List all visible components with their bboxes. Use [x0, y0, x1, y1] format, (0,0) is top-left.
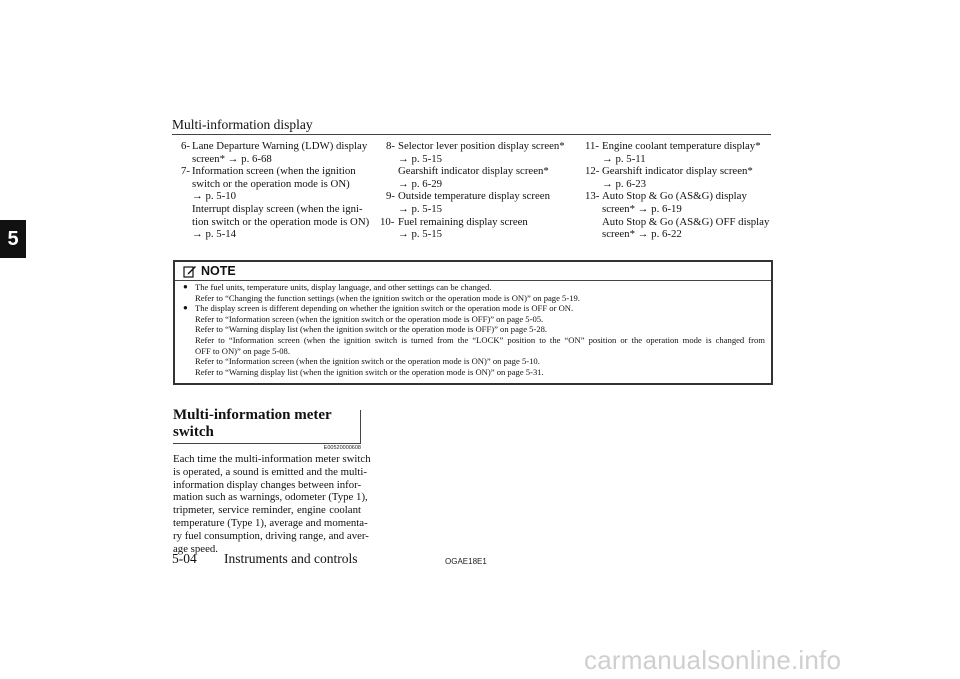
callout-number: 12- [585, 165, 600, 178]
callout-column-3 [585, 140, 769, 241]
note-pencil-icon [183, 264, 197, 278]
chapter-tab: 5 [0, 220, 26, 258]
callout-line: tion switch or the operation mode is ON) [192, 215, 370, 228]
callout-line: Fuel remaining display screen [398, 215, 528, 228]
callout-line: switch or the operation mode is ON) [192, 177, 350, 190]
callout-column-2 [382, 140, 565, 241]
note-text: Refer to “Information screen (when the ignition switch or the operation mode is ON)” on page 5-10. [195, 356, 540, 367]
header-rule [172, 134, 771, 135]
callout-item-9 [382, 190, 565, 215]
note-text: The display screen is different depending on whether the ignition switch or the operation mode is OFF or ON. [195, 303, 574, 314]
body-line: temperature (Type 1), average and momenta- [173, 516, 368, 529]
callout-item-12 [585, 165, 769, 190]
callout-line: → p. 5-11 [602, 152, 646, 165]
callout-line: → p. 5-10 [192, 190, 237, 203]
note-text: Refer to “Warning display list (when the ignition switch or the operation mode is ON)” on page 5-31. [195, 366, 544, 377]
callout-item-7 [181, 165, 369, 241]
callout-number: 6- [181, 140, 190, 152]
callout-line: → p. 5-14 [192, 228, 237, 241]
callout-number: 11- [585, 140, 599, 152]
callout-line: Interrupt display screen (when the igni- [192, 202, 363, 215]
note-text: Refer to “Information screen (when the ignition switch is turned from the “LOCK” position to the “ON” position or the operation mode is changed from [195, 334, 765, 345]
callout-line: → p. 6-23 [602, 177, 647, 190]
body-line: mation such as warnings, odometer (Type 1), [173, 491, 368, 504]
section-title-line: switch [173, 424, 214, 440]
note-text: Refer to “Changing the function settings (when the ignition switch or the operation mode is ON)” on page 5-19. [195, 292, 580, 303]
note-body [183, 282, 765, 377]
note-bullet [183, 282, 765, 303]
callout-line: Auto Stop & Go (AS&G) OFF display [602, 215, 770, 228]
callout-column-1 [181, 140, 369, 241]
callout-line: → p. 5-15 [398, 152, 443, 165]
bullet-icon: ● [183, 282, 188, 291]
body-line: is operated, a sound is emitted and the multi- [173, 465, 368, 478]
callout-number: 13- [585, 190, 600, 203]
callout-line: screen* → p. 6-22 [602, 228, 682, 241]
callout-line: Gearshift indicator display screen* [602, 165, 753, 178]
note-rule [175, 280, 771, 281]
note-bullet [183, 303, 765, 377]
callout-number: 9- [386, 190, 395, 203]
note-box [173, 260, 773, 385]
footer-page-number: 5-04 [172, 551, 197, 566]
note-text: Refer to “Warning display list (when the ignition switch or the operation mode is OFF)” on page 5-28. [195, 324, 548, 335]
body-line: Each time the multi-information meter switch [173, 453, 371, 465]
callout-line: Outside temperature display screen [398, 190, 550, 203]
body-line: tripmeter, service reminder, engine coolant [173, 504, 361, 517]
section-title [173, 407, 361, 441]
note-header [183, 263, 236, 278]
page-header-title: Multi-information display [172, 117, 313, 132]
callout-line: Information screen (when the ignition [192, 165, 356, 178]
callout-line: → p. 6-29 [398, 177, 443, 190]
callout-item-8 [382, 140, 565, 190]
footer-code: OGAE18E1 [445, 557, 487, 566]
bullet-icon: ● [183, 303, 188, 313]
callout-line: → p. 5-15 [398, 228, 443, 241]
section-title-bar [360, 410, 361, 444]
section-code: E00520000608 [323, 445, 361, 451]
note-label: NOTE [201, 263, 236, 278]
callout-number: 8- [386, 140, 395, 152]
callout-line: screen* → p. 6-19 [602, 202, 682, 215]
section-body [173, 453, 371, 555]
callout-line: Auto Stop & Go (AS&G) display [602, 190, 747, 203]
callout-item-10 [382, 216, 565, 241]
callout-line: screen* → p. 6-68 [192, 152, 272, 165]
callout-line: Lane Departure Warning (LDW) display [192, 140, 368, 152]
callout-item-11 [585, 140, 769, 165]
body-line: age speed. [173, 542, 218, 555]
callout-line: Engine coolant temperature display* [602, 140, 761, 152]
note-text: OFF to ON)” on page 5-08. [195, 345, 290, 356]
section-title-line: Multi-information meter [173, 407, 332, 423]
body-line: information display changes between infor- [173, 478, 362, 491]
watermark: carmanualsonline.info [584, 645, 842, 675]
callout-number: 10- [380, 215, 395, 228]
section-title-rule [173, 443, 361, 444]
callout-item-13 [585, 190, 769, 240]
callout-line: Selector lever position display screen* [398, 140, 565, 152]
note-text: Refer to “Information screen (when the ignition switch or the operation mode is OFF)” on page 5-05. [195, 313, 544, 324]
callout-item-6 [181, 140, 369, 165]
callout-number: 7- [181, 165, 190, 178]
body-line: ry fuel consumption, driving range, and aver- [173, 529, 369, 542]
callout-line: → p. 5-15 [398, 202, 443, 215]
note-text: The fuel units, temperature units, display language, and other settings can be changed. [195, 282, 492, 292]
footer-section-name: Instruments and controls [224, 551, 358, 566]
callout-line: Gearshift indicator display screen* [398, 165, 549, 178]
